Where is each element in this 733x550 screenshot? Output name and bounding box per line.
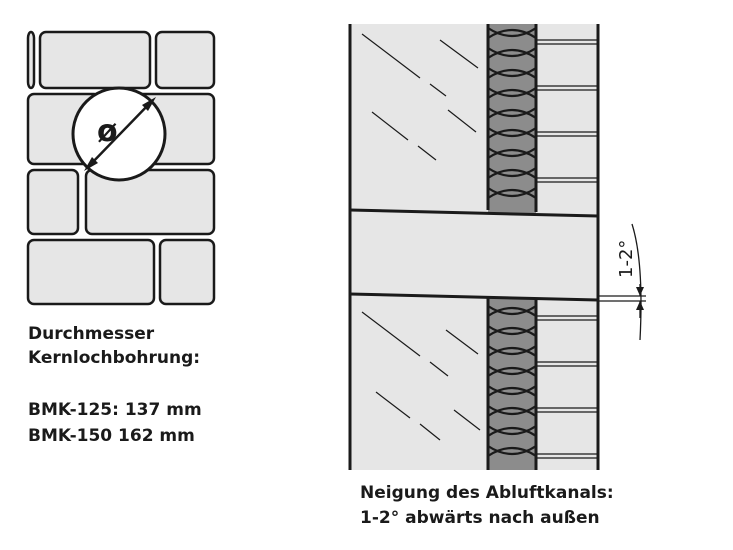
brick (28, 240, 154, 304)
brick (28, 170, 78, 234)
angle-label: 1-2° (616, 239, 637, 278)
wall-cross-section (350, 24, 646, 470)
brick (160, 240, 214, 304)
brick (156, 32, 214, 88)
brick-wall-front-view (28, 32, 214, 304)
brick (86, 170, 214, 234)
caption-bmk125: BMK-125: 137 mm (28, 400, 202, 420)
caption-diameter-title: Durchmesser (28, 324, 155, 344)
arrowhead (636, 301, 644, 310)
caption-slope-title: Neigung des Abluftkanals: (360, 483, 614, 503)
caption-bmk150: BMK-150 162 mm (28, 426, 195, 446)
brick (40, 32, 150, 88)
brick (28, 32, 34, 88)
caption-slope-value: 1-2° abwärts nach außen (360, 508, 600, 528)
arrowhead (636, 287, 644, 296)
exhaust-duct (350, 210, 598, 300)
caption-core-hole-title: Kernlochbohrung: (28, 348, 201, 368)
diameter-symbol: ø (97, 114, 118, 149)
